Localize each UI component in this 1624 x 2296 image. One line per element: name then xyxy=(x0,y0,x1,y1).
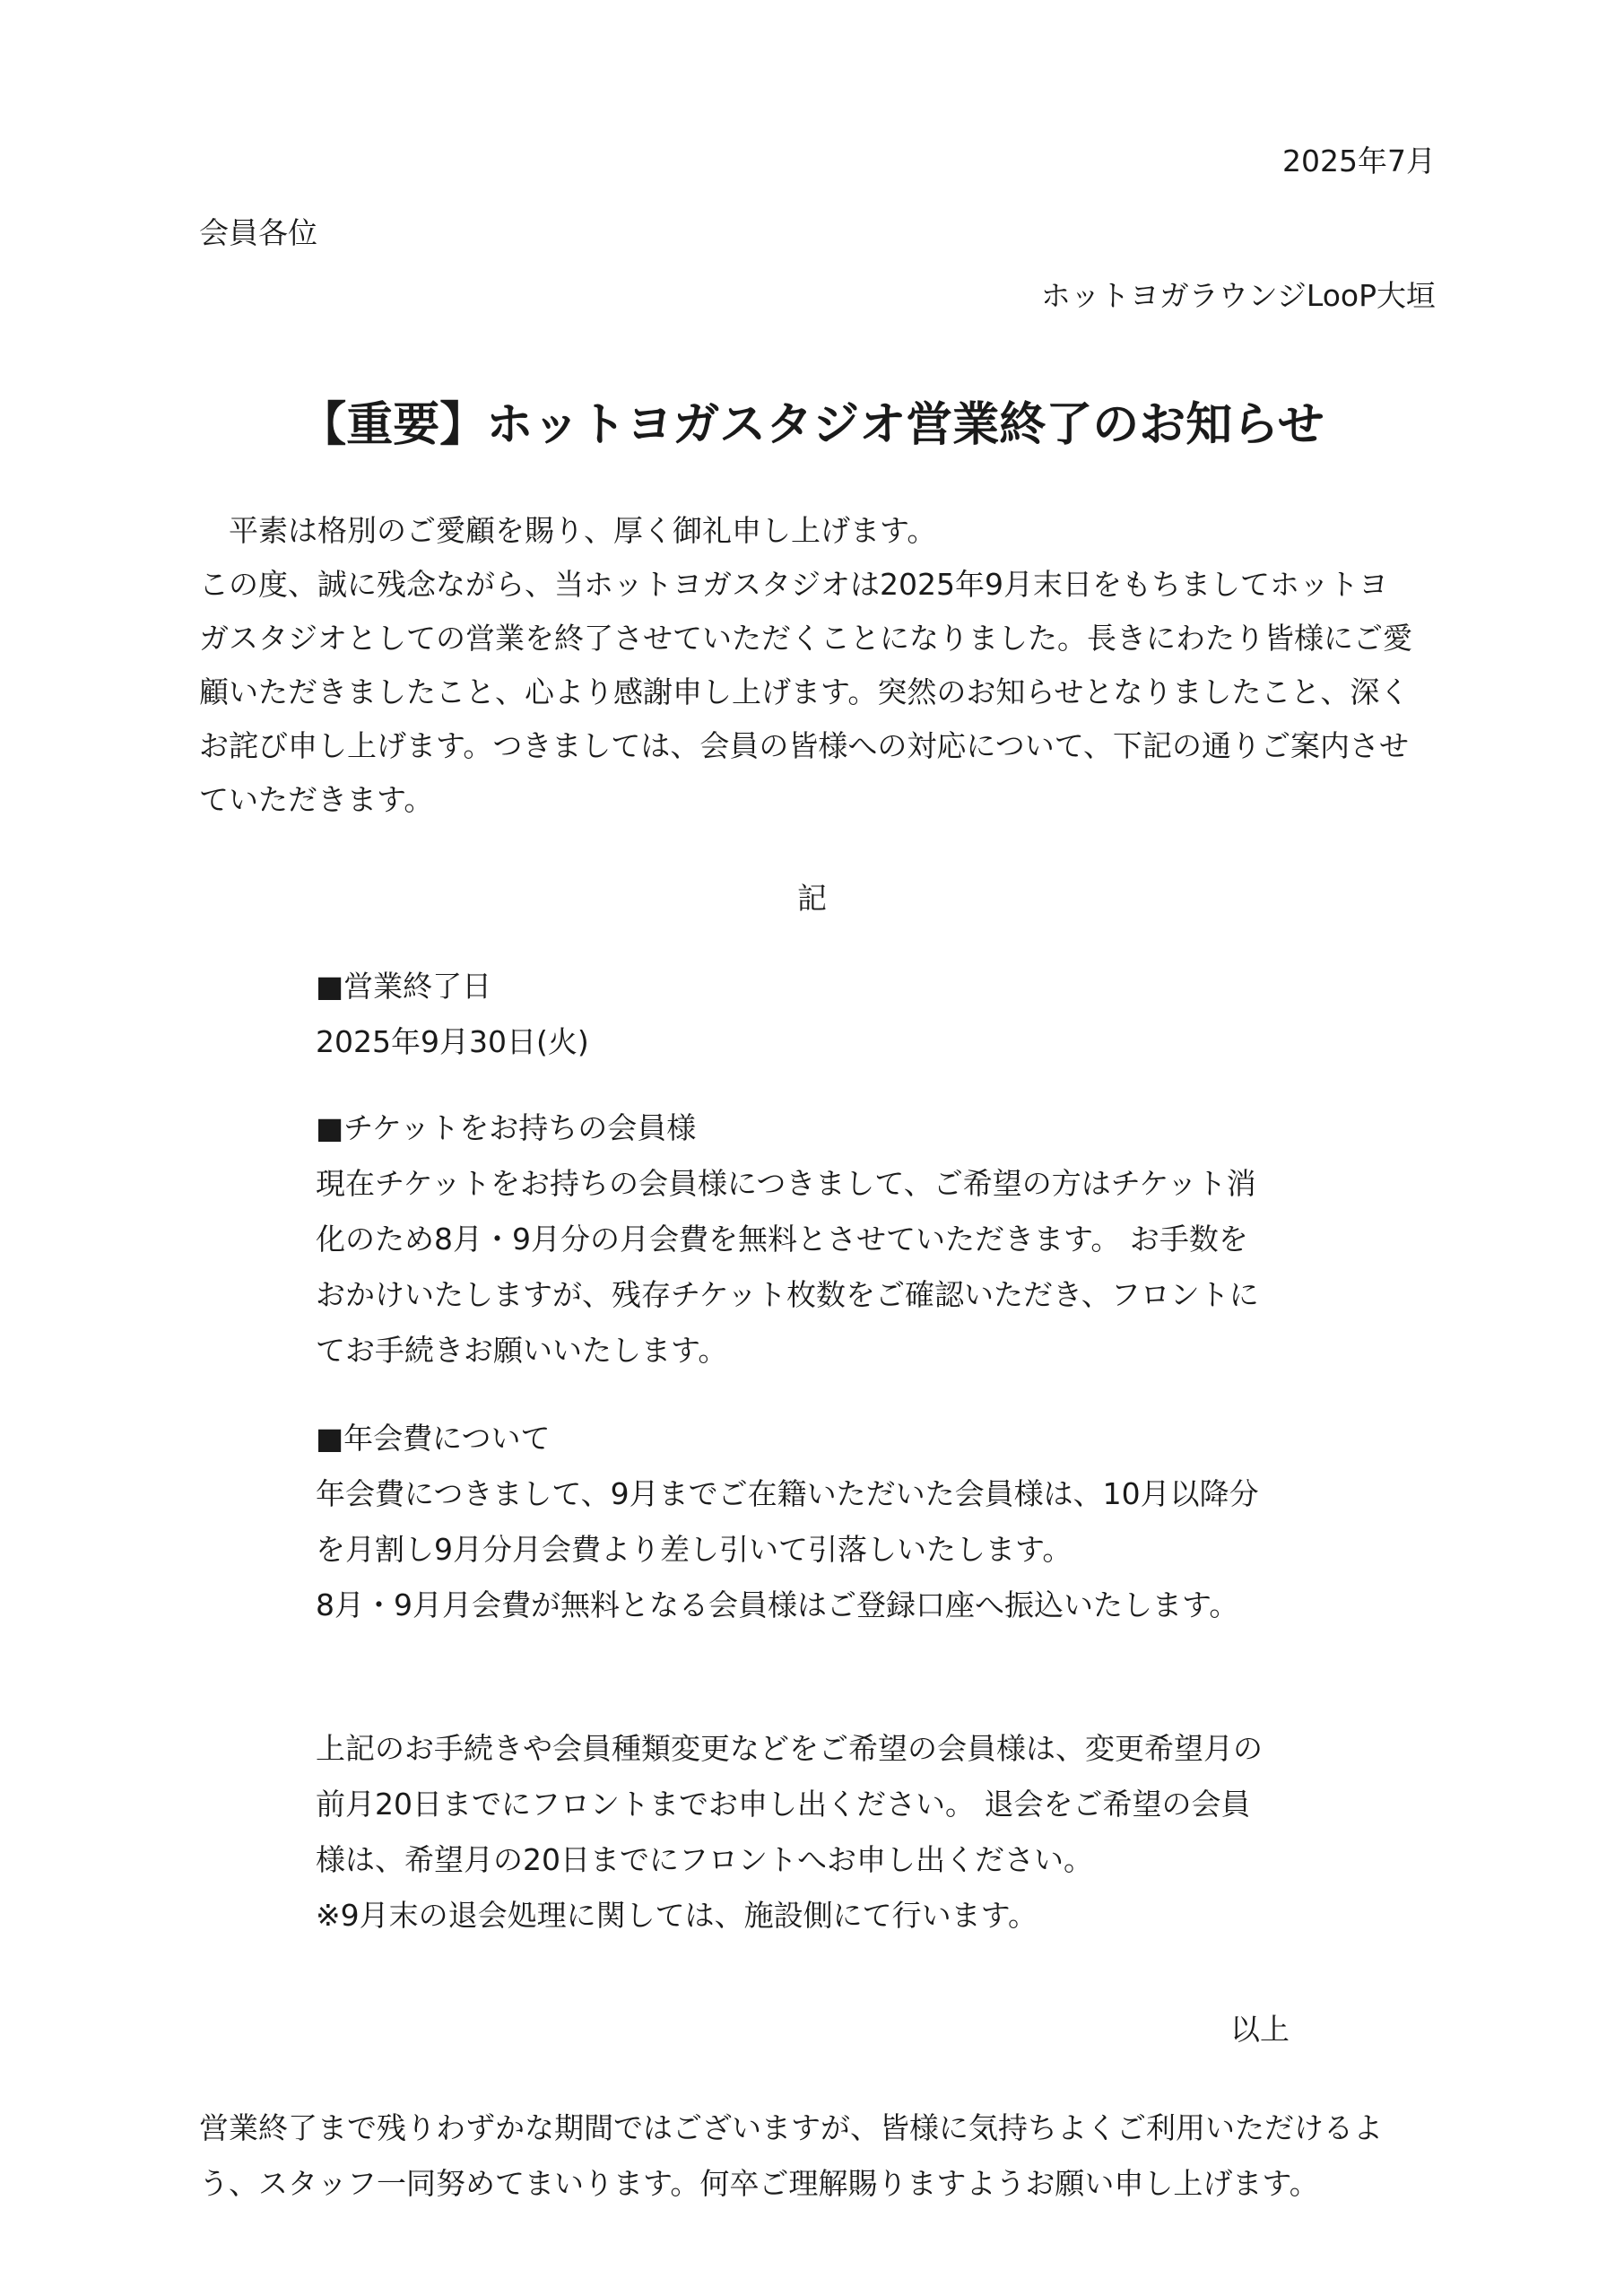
section-heading: ■営業終了日 xyxy=(316,969,492,1004)
section-ticket xyxy=(316,1110,1302,1388)
section-line: てお手続きお願いいたします。 xyxy=(316,1333,728,1368)
recipient: 会員各位 xyxy=(199,215,317,250)
section-heading: ■年会費について xyxy=(316,1421,551,1456)
section-procedures xyxy=(316,1731,1302,1953)
closing-line: う、スタッフ一同努めてまいります。何卒ご理解賜りますようお願い申し上げます。 xyxy=(199,2166,1319,2201)
section-line: おかけいたしますが、残存チケット枚数をご確認いただき、フロントに xyxy=(316,1277,1259,1312)
intro-line: ていただきます。 xyxy=(199,782,434,817)
section-line: 2025年9月30日(火) xyxy=(316,1024,589,1059)
intro-line: 平素は格別のご愛顧を賜り、厚く御礼申し上げます。 xyxy=(199,513,937,548)
section-line: 上記のお手続きや会員種類変更などをご希望の会員様は、変更希望月の xyxy=(316,1731,1263,1766)
section-line: を月割し9月分月会費より差し引いて引落しいたします。 xyxy=(316,1532,1073,1567)
intro-paragraph xyxy=(199,513,1441,836)
section-line: 8月・9月月会費が無料となる会員様はご登録口座へ振込いたします。 xyxy=(316,1587,1239,1622)
ki-marker: 記 xyxy=(797,881,827,916)
intro-line: この度、誠に残念ながら、当ホットヨガスタジオは2025年9月末日をもちましてホットヨ xyxy=(199,567,1388,602)
sender: ホットヨガラウンジLooP大垣 xyxy=(1040,278,1436,313)
section-closing-date xyxy=(316,969,1302,1080)
section-line: 年会費につきまして、9月までご在籍いただいた会員様は、10月以降分 xyxy=(316,1476,1259,1511)
ijou-marker: 以上 xyxy=(1230,2012,1290,2047)
section-line: ※9月末の退会処理に関しては、施設側にて行います。 xyxy=(316,1898,1038,1933)
intro-line: お詫び申し上げます。つきましては、会員の皆様への対応について、下記の通りご案内させ xyxy=(199,728,1410,763)
closing-paragraph xyxy=(199,2110,1455,2222)
section-heading: ■チケットをお持ちの会員様 xyxy=(316,1110,697,1145)
details-sections xyxy=(316,969,1302,1953)
section-line: 化のため8月・9月分の月会費を無料とさせていただきます。 お手数を xyxy=(316,1222,1248,1257)
section-line: 前月20日までにフロントまでお申し出ください。 退会をご希望の会員 xyxy=(316,1787,1251,1822)
closing-line: 営業終了まで残りわずかな期間ではございますが、皆様に気持ちよくご利用いただけるよ xyxy=(199,2110,1383,2145)
intro-line: 顧いただきましたこと、心より感謝申し上げます。突然のお知らせとなりましたこと、深く xyxy=(199,674,1410,709)
section-annual-fee xyxy=(316,1421,1302,1643)
issue-date: 2025年7月 xyxy=(1282,144,1436,178)
section-line: 現在チケットをお持ちの会員様につきまして、ご希望の方はチケット消 xyxy=(316,1166,1256,1201)
section-line: 様は、希望月の20日までにフロントへお申し出ください。 xyxy=(316,1842,1093,1877)
intro-line: ガスタジオとしての営業を終了させていただくことになりました。長きにわたり皆様にご愛 xyxy=(199,621,1412,656)
document-title: 【重要】ホットヨガスタジオ営業終了のお知らせ xyxy=(300,398,1324,452)
